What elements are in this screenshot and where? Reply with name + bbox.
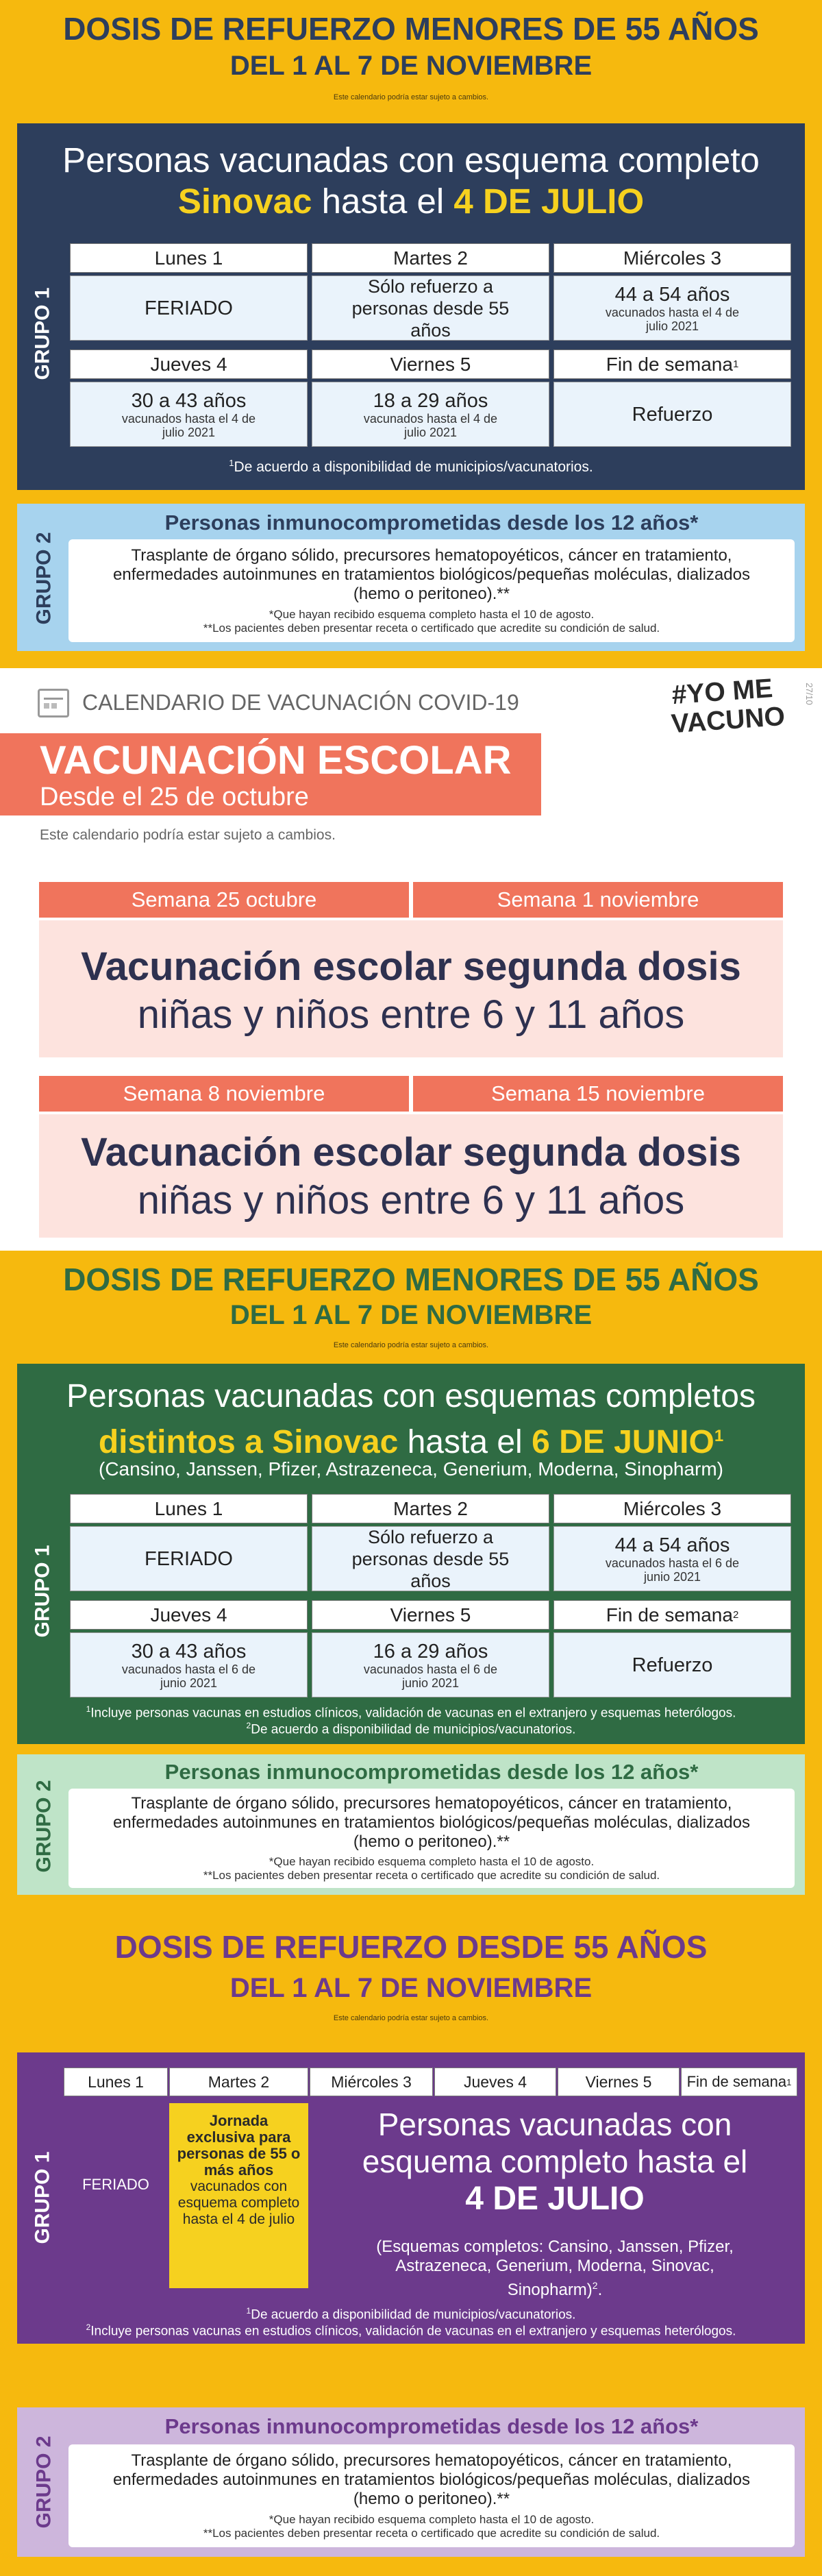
section4-subtitle: DEL 1 AL 7 DE NOVIEMBRE (229, 1973, 593, 2003)
martes-detalle: vacunados con esquema completo hasta el 4 de julio (177, 2179, 300, 2227)
escolar-block2-line1: Vacunación escolar segunda dosis (81, 1130, 741, 1175)
cell-jueves (70, 1632, 308, 1697)
day-header-jueves: Jueves 4 (70, 1600, 308, 1630)
cell-miercoles-age: 44 a 54 años (614, 283, 730, 306)
calendar-icon (38, 689, 69, 717)
cell-miercoles (553, 275, 791, 341)
footnote-2 (17, 1721, 805, 1737)
day-header-miercoles: Miércoles 3 (310, 2068, 433, 2096)
escolar-block-2 (39, 1114, 783, 1238)
lead-small-sup: 2 (592, 2280, 598, 2291)
cell-miercoles (553, 1526, 791, 1591)
grupo2-body: Trasplante de órgano sólido, precursores hematopoyéticos, cáncer en tratamiento, enfermedades autoinmunes en tratamientos biológicos/pequeñas moléculas, dializados (hemo o peritoneo).** (113, 1794, 750, 1851)
grupo2-content (68, 1789, 795, 1888)
section3-disclaimer: Este calendario podría estar sujeto a cambios. (333, 1341, 489, 1349)
section4-lead-line1: Personas vacunadas con (377, 2107, 732, 2142)
grupo2-panel-s4 (17, 2407, 805, 2557)
lead-small-end: . (597, 2281, 603, 2299)
footnote-1 (17, 1704, 805, 1721)
cell-finde-text: Refuerzo (632, 1654, 713, 1676)
cell-miercoles-age: 44 a 54 años (614, 1534, 730, 1556)
footnote1-sup: 1 (246, 2306, 251, 2316)
escolar-block1-line2: niñas y niños entre 6 y 11 años (137, 992, 685, 1037)
cell-jueves (70, 382, 308, 447)
grupo1-label-s4: GRUPO 1 (31, 2151, 54, 2244)
grupo2-note1: *Que hayan recibido esquema completo hasta el 10 de agosto. (269, 608, 595, 621)
footnote1-text: De acuerdo a disponibilidad de municipios/vacunatorios. (251, 2307, 576, 2322)
escolar-title: VACUNACIÓN ESCOLAR (40, 738, 512, 783)
grupo2-panel-s3 (17, 1754, 805, 1895)
grupo2-note2: **Los pacientes deben presentar receta o certificado que acredite su condición de salud. (203, 2527, 660, 2540)
section-vacunacion-escolar (0, 668, 822, 1251)
cell-martes (312, 275, 549, 341)
grupo2-note2: **Los pacientes deben presentar receta o certificado que acredite su condición de salud. (203, 622, 660, 635)
section1-lead-line2 (17, 182, 805, 221)
cell-martes-s4 (169, 2103, 308, 2288)
day-header-viernes: Viernes 5 (312, 1600, 549, 1630)
grupo1-label: GRUPO 1 (31, 287, 54, 380)
grupo1-footnote (17, 458, 805, 476)
cell-martes (312, 1526, 549, 1591)
lead-date: 6 DE JUNIO (532, 1424, 714, 1460)
cell-miercoles-detail: vacunados hasta el 4 de julio 2021 (605, 305, 740, 333)
escolar-block-1 (39, 920, 783, 1057)
section3-title: DOSIS DE REFUERZO MENORES DE 55 AÑOS (63, 1262, 759, 1297)
grupo1-label-s3: GRUPO 1 (31, 1545, 54, 1638)
cell-jueves-age: 30 a 43 años (131, 1640, 247, 1663)
finde-label: Fin de semana (606, 353, 733, 375)
cell-jueves-detail: vacunados hasta el 6 de junio 2021 (121, 1662, 256, 1690)
cell-lunes-text: FERIADO (145, 1547, 233, 1570)
day-header-viernes: Viernes 5 (558, 2068, 680, 2096)
footnote-sup: 1 (229, 458, 234, 468)
grupo2-title: Personas inmunocomprometidas desde los 12 años* (164, 2414, 699, 2438)
cell-finde-text: Refuerzo (632, 403, 713, 426)
section-refuerzo-mayores-55 (0, 1895, 822, 2576)
calendar-header: CALENDARIO DE VACUNACIÓN COVID-19 (82, 690, 519, 715)
escolar-subtitle: Desde el 25 de octubre (40, 783, 309, 811)
week-header-25-oct: Semana 25 octubre (39, 882, 409, 918)
cell-lunes-s4: FERIADO (82, 2176, 149, 2193)
martes-jornada: Jornada exclusiva para personas de 55 o más años (177, 2112, 301, 2179)
footnote-2 (17, 2322, 805, 2339)
cell-jueves-age: 30 a 43 años (131, 389, 247, 412)
day-header-lunes: Lunes 1 (64, 2068, 168, 2096)
cell-viernes (312, 1632, 549, 1697)
cell-viernes (312, 382, 549, 447)
footnote2-sup: 2 (246, 1721, 251, 1730)
footnote-1 (17, 2306, 805, 2322)
section4-lead-line2: esquema completo hasta el (362, 2144, 748, 2179)
footnote1-text: Incluye personas vacunas en estudios clínicos, validación de vacunas en el extranjero y esquemas heterólogos. (90, 1706, 736, 1721)
cell-lunes (70, 275, 308, 341)
grupo2-body: Trasplante de órgano sólido, precursores hematopoyéticos, cáncer en tratamiento, enfermedades autoinmunes en tratamientos biológicos/pequeñas moléculas, dializados (hemo o peritoneo).** (113, 2451, 750, 2508)
cell-miercoles-detail: vacunados hasta el 6 de junio 2021 (605, 1556, 740, 1584)
grupo1-panel-s4 (17, 2052, 805, 2344)
day-header-finde (553, 349, 791, 379)
finde-label: Fin de semana (606, 1604, 733, 1626)
grupo2-note2: **Los pacientes deben presentar receta o certificado que acredite su condición de salud. (203, 1869, 660, 1882)
cell-finde (553, 1632, 791, 1697)
section1-lead-line1: Personas vacunadas con esquema completo (62, 140, 760, 180)
lead-connector: hasta el (398, 1424, 532, 1460)
lead-connector: hasta el (312, 182, 454, 221)
escolar-block2-line2: niñas y niños entre 6 y 11 años (137, 1178, 685, 1223)
section1-disclaimer: Este calendario podría estar sujeto a cambios. (333, 93, 489, 101)
finde-sup: 1 (732, 358, 739, 370)
cell-viernes-age: 16 a 29 años (373, 1640, 488, 1663)
grupo2-content (68, 2444, 795, 2547)
day-header-finde (681, 2068, 797, 2096)
sinovac-label: Sinovac (177, 182, 312, 221)
title-banner (0, 733, 541, 815)
footnote1-sup: 1 (86, 1704, 91, 1714)
cell-martes-text: Sólo refuerzo a personas desde 55 años (351, 1526, 510, 1591)
escolar-disclaimer: Este calendario podría estar sujeto a cambios. (40, 827, 336, 843)
grupo2-title: Personas inmunocomprometidas desde los 12 años* (164, 511, 699, 535)
cell-martes-text: Sólo refuerzo a personas desde 55 años (351, 275, 510, 341)
footnote2-sup: 2 (86, 2322, 91, 2332)
lead-sup: 1 (714, 1427, 724, 1445)
section4-lead-small (363, 2237, 747, 2300)
finde-sup: 1 (786, 2076, 792, 2087)
cell-lunes-text: FERIADO (145, 297, 233, 319)
grupo2-label: GRUPO 2 (32, 532, 55, 625)
day-header-lunes: Lunes 1 (70, 1494, 308, 1523)
day-header-jueves: Jueves 4 (434, 2068, 556, 2096)
footnote2-text: De acuerdo a disponibilidad de municipios/vacunatorios. (251, 1722, 576, 1737)
finde-sup: 2 (732, 1609, 739, 1621)
cell-viernes-age: 18 a 29 años (373, 389, 488, 412)
section3-subtitle: DEL 1 AL 7 DE NOVIEMBRE (229, 1300, 593, 1330)
week-header-1-nov: Semana 1 noviembre (413, 882, 783, 918)
lead-small-text: (Esquemas completos: Cansino, Janssen, Pfizer, Astrazeneca, Generium, Moderna, Sinovac, Sinopharm) (376, 2237, 734, 2299)
cell-lunes (70, 1526, 308, 1591)
day-header-finde (553, 1600, 791, 1630)
cell-viernes-detail: vacunados hasta el 6 de junio 2021 (363, 1662, 498, 1690)
day-header-miercoles: Miércoles 3 (553, 1494, 791, 1523)
section4-lead-date: 4 DE JULIO (465, 2181, 645, 2217)
grupo2-content (68, 539, 795, 642)
distintos-label: distintos a Sinovac (98, 1424, 399, 1460)
grupo2-label: GRUPO 2 (32, 2436, 55, 2529)
grupo2-note1: *Que hayan recibido esquema completo hasta el 10 de agosto. (269, 1855, 595, 1868)
footnote2-text: Incluye personas vacunas en estudios clínicos, validación de vacunas en el extranjero y esquemas heterólogos. (90, 2324, 736, 2339)
day-header-martes: Martes 2 (169, 2068, 308, 2096)
yomevacuno-badge: #YO ME VACUNO (670, 674, 786, 739)
section4-title: DOSIS DE REFUERZO DESDE 55 AÑOS (114, 1929, 708, 1965)
grupo2-title: Personas inmunocomprometidas desde los 12 años* (164, 1760, 699, 1784)
section-refuerzo-sinovac (0, 0, 822, 668)
cell-viernes-detail: vacunados hasta el 4 de julio 2021 (363, 411, 498, 439)
day-header-martes: Martes 2 (312, 1494, 549, 1523)
cell-jueves-detail: vacunados hasta el 4 de julio 2021 (121, 411, 256, 439)
grupo1-panel-s3 (17, 1364, 805, 1744)
section1-subtitle: DEL 1 AL 7 DE NOVIEMBRE (229, 51, 593, 81)
day-header-martes: Martes 2 (312, 243, 549, 273)
section4-disclaimer: Este calendario podría estar sujeto a cambios. (333, 2014, 489, 2022)
grupo1-panel (17, 123, 805, 490)
section3-lead-line1: Personas vacunadas con esquemas completos (66, 1378, 756, 1414)
grupo2-body: Trasplante de órgano sólido, precursores hematopoyéticos, cáncer en tratamiento, enfermedades autoinmunes en tratamientos biológicos/pequeñas moléculas, dializados (hemo o peritoneo).** (113, 546, 750, 603)
cell-finde (553, 382, 791, 447)
week-header-8-nov: Semana 8 noviembre (39, 1076, 409, 1112)
section-refuerzo-otras-vacunas (0, 1251, 822, 1895)
section3-lead-line3: (Cansino, Janssen, Pfizer, Astrazeneca, Generium, Moderna, Sinopharm) (99, 1458, 723, 1480)
grupo2-note1: *Que hayan recibido esquema completo hasta el 10 de agosto. (269, 2513, 595, 2526)
grupo2-panel (17, 504, 805, 651)
finde-label: Fin de semana (686, 2073, 787, 2090)
footnote-text: De acuerdo a disponibilidad de municipios/vacunatorios. (234, 459, 593, 475)
day-header-lunes: Lunes 1 (70, 243, 308, 273)
escolar-block1-line1: Vacunación escolar segunda dosis (81, 944, 741, 989)
lead-date: 4 DE JULIO (453, 182, 645, 221)
section1-title: DOSIS DE REFUERZO MENORES DE 55 AÑOS (63, 11, 759, 47)
week-header-15-nov: Semana 15 noviembre (413, 1076, 783, 1112)
side-code: 27/10 (804, 683, 814, 705)
grupo2-label: GRUPO 2 (32, 1780, 55, 1873)
day-header-miercoles: Miércoles 3 (553, 243, 791, 273)
day-header-jueves: Jueves 4 (70, 349, 308, 379)
day-header-viernes: Viernes 5 (312, 349, 549, 379)
section3-lead-line2 (17, 1417, 805, 1462)
